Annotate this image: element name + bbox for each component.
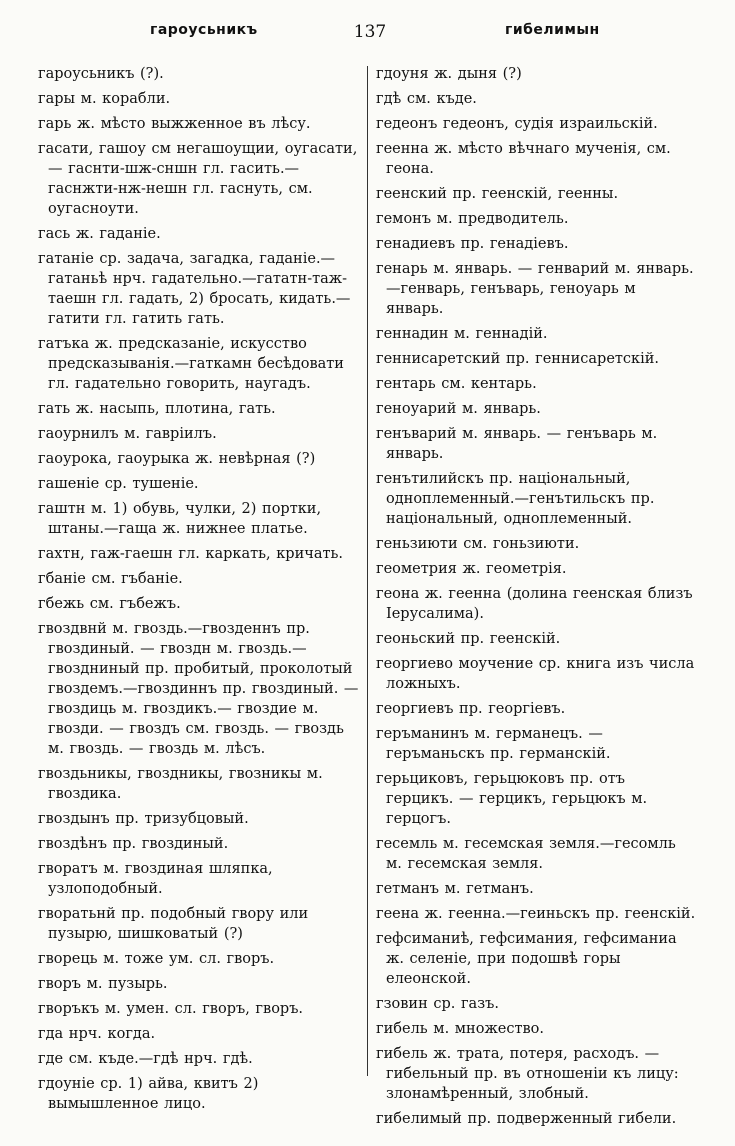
dictionary-entry: геена ж. геенна.—геиньскъ пр. геенскій. xyxy=(376,906,696,922)
dictionary-entry: гда нрч. когда. xyxy=(38,1026,156,1042)
dictionary-entry: геноуарий м. январь. xyxy=(376,401,541,417)
dictionary-entry: герьциковъ, герьцюковъ пр. отъ герцикъ. — герцикъ, герьцюкъ м. герцогъ. xyxy=(376,771,648,827)
dictionary-entry: гемонъ м. предводитель. xyxy=(376,211,569,227)
header-right-headword: гибелимын xyxy=(505,22,600,38)
dictionary-entry: гибель ж. трата, потеря, расходъ. — гибельный пр. въ отношеніи къ лицу: злонамѣренный, злобный. xyxy=(376,1046,679,1102)
dictionary-entry: гаоурнилъ м. гавріилъ. xyxy=(38,426,217,442)
dictionary-entry: генътилийскъ пр. національный, одноплеменный.—генътильскъ пр. національный, одноплеменный. xyxy=(376,471,655,527)
page-number: 137 xyxy=(353,22,387,42)
dictionary-entry: гефсиманиѣ, гефсимания, гефсиманиа ж. селеніе, при подошвѣ горы елеонской. xyxy=(376,931,677,987)
dictionary-entry: гдоуня ж. дыня (?) xyxy=(376,66,522,82)
dictionary-entry: гворець м. тоже ум. сл. гворъ. xyxy=(38,951,275,967)
dictionary-entry: геннадин м. геннадій. xyxy=(376,326,548,342)
dictionary-entry: гвоздынъ пр. тризубцовый. xyxy=(38,811,249,827)
dictionary-entry: где см. къде.—гдѣ нрч. гдѣ. xyxy=(38,1051,253,1067)
page-header xyxy=(0,22,735,52)
dictionary-entry: гетманъ м. гетманъ. xyxy=(376,881,534,897)
dictionary-entry: геона ж. геенна (долина геенская близъ Іерусалима). xyxy=(376,586,693,622)
dictionary-entry: георгиево моучение ср. книга изъ числа ложныхъ. xyxy=(376,656,695,692)
dictionary-entry: гасати, гашоу см негашоущии, оугасати,— гаснти-шж-сншн гл. гасить.— гаснжти-нж-нешн гл. гаснуть, см. оугаснoути. xyxy=(38,141,358,217)
dictionary-entry: гатаніе ср. задача, загадка, гаданіе.— гатаньѣ нрч. гадательно.—гататн-таж-таешн гл. гадать, 2) бросать, кидать.—гатити гл. гатить гать. xyxy=(38,251,351,327)
dictionary-entry: гарь ж. мѣсто выжженное въ лѣсу. xyxy=(38,116,311,132)
dictionary-entry: гаштн м. 1) обувь, чулки, 2) портки, штаны.—гаща ж. нижнее платье. xyxy=(38,501,322,537)
dictionary-entry: гароусьникъ (?). xyxy=(38,66,164,82)
dictionary-entry: геоньский пр. геенскій. xyxy=(376,631,561,647)
dictionary-entry: гдѣ см. къде. xyxy=(376,91,477,107)
dictionary-entry: гать ж. насыпь, плотина, гать. xyxy=(38,401,276,417)
dictionary-entry: гесемль м. гесемская земля.—гесомль м. гесемская земля. xyxy=(376,836,676,872)
dictionary-entry: гась ж. гаданіе. xyxy=(38,226,161,242)
dictionary-entry: георгиевъ пр. георгіевъ. xyxy=(376,701,566,717)
right-column xyxy=(376,64,696,1134)
dictionary-entry: гбежь см. гъбежъ. xyxy=(38,596,181,612)
dictionary-entry: гедеонъ гедеонъ, судія израильскій. xyxy=(376,116,658,132)
left-column xyxy=(38,64,360,1119)
dictionary-entry: гворатьнй пр. подобный гвору или пузырю, шишковатый (?) xyxy=(38,906,309,942)
dictionary-entry: гбаніе см. гъбаніе. xyxy=(38,571,183,587)
dictionary-entry: гибелимый пр. подверженный гибели. xyxy=(376,1111,677,1127)
dictionary-entry: гворъкъ м. умен. сл. гворъ, гворъ. xyxy=(38,1001,304,1017)
dictionary-entry: гентарь см. кентарь. xyxy=(376,376,537,392)
dictionary-entry: геенна ж. мѣсто вѣчнаго мученія, см. геона. xyxy=(376,141,671,177)
dictionary-entry: гибель м. множество. xyxy=(376,1021,545,1037)
dictionary-entry: гвоздѣнъ пр. гвоздиный. xyxy=(38,836,229,852)
dictionary-entry: гары м. корабли. xyxy=(38,91,171,107)
column-divider xyxy=(367,66,368,1076)
dictionary-entry: гашеніе ср. тушеніе. xyxy=(38,476,199,492)
dictionary-entry: генадиевъ пр. генадіевъ. xyxy=(376,236,569,252)
dictionary-entry: генарь м. январь. — генварий м. январь.—генварь, генъварь, геноуарь м январь. xyxy=(376,261,694,317)
dictionary-entry: гвоздьникы, гвоздникы, гвозникы м. гвоздика. xyxy=(38,766,323,802)
dictionary-entry: гворъ м. пузырь. xyxy=(38,976,168,992)
dictionary-entry: гзовин ср. газъ. xyxy=(376,996,499,1012)
header-left-headword: гароусьникъ xyxy=(150,22,258,38)
dictionary-entry: гвоздвнй м. гвоздь.—гвозденнъ пр. гвоздиный. — гвоздн м. гвоздь.— гвоздниный пр. пробитый, проколотый гвоздемъ.—гвоздиннъ пр. гвоздиный. — гвоздиць м. гвоздикъ.— гвоздие м. гвозди. — гвоздъ см. гвоздь. — гвоздь м. гвоздь. — гвоздь м. лѣсъ. xyxy=(38,621,359,757)
dictionary-entry: геенский пр. геенскій, геенны. xyxy=(376,186,619,202)
dictionary-entry: геометрия ж. геометрія. xyxy=(376,561,567,577)
dictionary-entry: гдоуніе ср. 1) айва, квитъ 2) вымышленное лицо. xyxy=(38,1076,259,1112)
dictionary-entry: гаоурока, гаоурыка ж. невѣрная (?) xyxy=(38,451,316,467)
dictionary-entry: геньзиюти см. гоньзиюти. xyxy=(376,536,580,552)
dictionary-entry: гатъка ж. предсказаніе, искусство предсказыванія.—гаткамн бесѣдовати гл. гадательно говорить, наугадъ. xyxy=(38,336,344,392)
dictionary-entry: генъварий м. январь. — генъварь м. январь. xyxy=(376,426,658,462)
dictionary-entry: геннисаретский пр. геннисаретскій. xyxy=(376,351,660,367)
dictionary-entry: гворатъ м. гвоздиная шляпка, узлоподобный. xyxy=(38,861,273,897)
dictionary-entry: гахтн, гаж-гаешн гл. каркать, кричать. xyxy=(38,546,344,562)
dictionary-entry: геръманинъ м. германецъ. — геръманьскъ пр. германскій. xyxy=(376,726,611,762)
